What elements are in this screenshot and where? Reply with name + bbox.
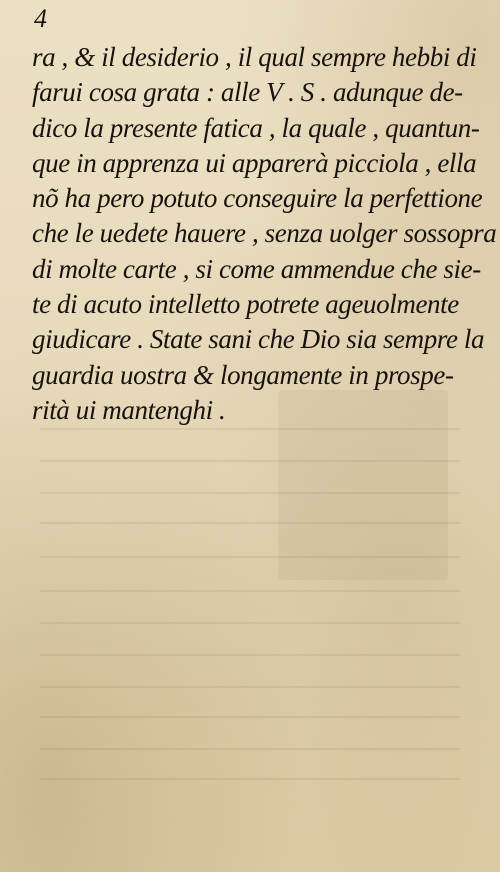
text-line: dico la presente fatica , la quale , quantun- bbox=[32, 112, 480, 143]
text-line: farui cosa grata : alle V . S . adunque de- bbox=[32, 77, 463, 108]
show-through-line bbox=[40, 428, 460, 430]
text-line: te di acuto intelletto potrete ageuolmente bbox=[32, 289, 459, 320]
show-through-line bbox=[40, 748, 460, 750]
text-line: ra , & il desiderio , il qual sempre hebbi di bbox=[32, 42, 477, 72]
show-through-line bbox=[40, 522, 460, 524]
text-line: rità ui mantenghi . bbox=[32, 394, 226, 425]
show-through-line bbox=[40, 590, 460, 592]
show-through-line bbox=[40, 686, 460, 688]
text-line: che le uedete hauere , senza uolger sossopra bbox=[32, 218, 497, 249]
show-through-line bbox=[40, 622, 460, 624]
body-text bbox=[32, 40, 497, 428]
show-through-line bbox=[40, 492, 460, 494]
show-through-line bbox=[40, 654, 460, 656]
show-through-line bbox=[40, 460, 460, 462]
text-line: giudicare . State sani che Dio sia sempre la bbox=[32, 324, 485, 355]
show-through-line bbox=[40, 716, 460, 718]
text-line: guardia uostra & longamente in prospe- bbox=[32, 359, 454, 390]
text-line: di molte carte , si come ammendue che sie- bbox=[32, 253, 481, 284]
show-through-line bbox=[40, 778, 460, 780]
show-through-line bbox=[40, 556, 460, 558]
text-line: nõ ha pero potuto conseguire la perfettione bbox=[32, 183, 483, 214]
text-line: que in apprenza ui apparerà picciola , ella bbox=[32, 147, 477, 178]
page-number: 4 bbox=[34, 4, 47, 33]
